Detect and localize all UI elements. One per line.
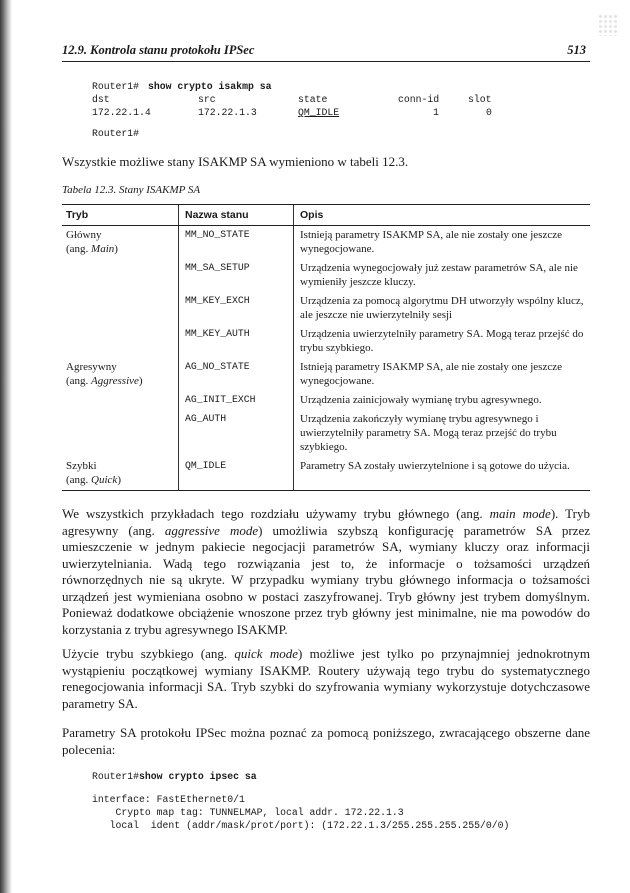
english-term: Main <box>91 243 115 255</box>
english-term: Quick <box>91 474 118 486</box>
table-cell-mode <box>62 391 179 410</box>
table-cell-state: QM_IDLE <box>179 457 294 491</box>
paragraph-modes: We wszystkich przykładach tego rozdziału używamy trybu głównego (ang. main mode). Tryb agresywny (ang. aggressive mode) umożliwia szybszą konfigurację parametrów SA przez umieszczenie w jednym pakiecie negocjacji parametrów SA, wymiany kluczy oraz informacji uwierzytelniania. Wadą tego rozwiązania jest to, że informacje o tożsamości urządzeń równorzędnych nie są ukryte. W przypadku wymiany trybu głównego informacja o tożsamości urządzeń jest wymieniana osobno w postaci zaszyfrowanej. Tryb główny jest trybem domyślnym. Ponieważ dodatkowe obciążenie wnoszone przez tryb główny jest minimalne, nie ma powodów do korzystania z trybu agresywnego ISAKMP. <box>62 506 590 637</box>
code2-prompt: Router1# <box>92 771 140 782</box>
code-col-conn-id: conn-id <box>398 94 440 105</box>
page-number: 513 <box>567 43 586 57</box>
code-val-state: QM_IDLE <box>298 107 340 118</box>
chapter-title: 12.9. Kontrola stanu protokołu IPSec <box>62 43 255 57</box>
table-cell-mode <box>62 410 179 457</box>
code-val-slot: 0 <box>486 107 492 118</box>
table-header-mode: Tryb <box>62 205 179 226</box>
paragraph-ipsec-sa: Parametry SA protokołu IPSec można poznać za pomocą poniższego, zwracającego obszerne dane polecenia: <box>62 725 590 757</box>
table-cell-state: MM_KEY_EXCH <box>179 292 294 325</box>
table-cell-description: Urządzenia zakończyły wymianę trybu agresywnego i uwierzytelniły parametry SA. Mogą teraz przejść do trybu szybkiego. <box>294 410 591 457</box>
code2-command: show crypto ipsec sa <box>139 771 257 782</box>
mode-name: Szybki <box>66 460 97 472</box>
table-cell-mode <box>62 358 179 391</box>
table-cell-state: AG_AUTH <box>179 410 294 457</box>
mode-name: Agresywny <box>66 361 117 373</box>
scan-speck <box>598 14 618 36</box>
english-term: main mode <box>489 506 551 521</box>
code-val-conn-id: 1 <box>433 107 439 118</box>
code2-line-1: interface: FastEthernet0/1 <box>92 794 245 805</box>
table-row <box>62 410 590 457</box>
code-prompt: Router1# <box>92 81 140 92</box>
code2-line-2: Crypto map tag: TUNNELMAP, local addr. 172.22.1.3 <box>92 807 404 818</box>
code-val-src: 172.22.1.3 <box>198 107 257 118</box>
code-command-line <box>92 80 562 93</box>
english-term: aggressive mode <box>164 522 259 538</box>
code2-command-line <box>92 770 509 783</box>
table-cell-mode <box>62 226 179 260</box>
isakmp-sa-code-block <box>92 80 562 140</box>
english-term: quick mode <box>234 646 298 661</box>
table-cell-description: Urządzenia za pomocą algorytmu DH utworzyły wspólny klucz, ale jeszcze nie uwierzytelniły sesji <box>294 292 591 325</box>
code-end-prompt: Router1# <box>92 128 140 139</box>
mode-name: Główny <box>66 229 102 241</box>
code-col-src: src <box>198 94 216 105</box>
table-row <box>62 391 590 410</box>
table-cell-state: AG_NO_STATE <box>179 358 294 391</box>
table-cell-description: Istnieją parametry ISAKMP SA, ale nie zostały one jeszcze wynegocjowane. <box>294 358 591 391</box>
table-row <box>62 292 590 325</box>
code-data-row <box>92 106 562 119</box>
table-cell-mode <box>62 259 179 292</box>
mode-english-name: (ang. Main) <box>66 243 118 255</box>
table-cell-state: AG_INIT_EXCH <box>179 391 294 410</box>
table-row <box>62 226 590 260</box>
table-caption: Tabela 12.3. Stany ISAKMP SA <box>62 184 201 196</box>
table-row <box>62 457 590 491</box>
table-row <box>62 325 590 358</box>
code-col-dst: dst <box>92 94 110 105</box>
intro-paragraph: Wszystkie możliwe stany ISAKMP SA wymieniono w tabeli 12.3. <box>62 154 409 169</box>
table-cell-state: MM_KEY_AUTH <box>179 325 294 358</box>
code-header-row <box>92 93 562 106</box>
code-col-state: state <box>298 94 328 105</box>
table-cell-mode <box>62 292 179 325</box>
running-header <box>62 43 590 62</box>
table-cell-state: MM_SA_SETUP <box>179 259 294 292</box>
code-command: show crypto isakmp sa <box>148 81 272 92</box>
table-cell-mode <box>62 325 179 358</box>
table-row <box>62 259 590 292</box>
table-body <box>62 226 590 491</box>
book-binding-shadow <box>0 0 12 893</box>
table-cell-description: Urządzenia uwierzytelniły parametry SA. Mogą teraz przejść do trybu szybkiego. <box>294 325 591 358</box>
table-cell-description: Urządzenia zainicjowały wymianę trybu agresywnego. <box>294 391 591 410</box>
code-val-dst: 172.22.1.4 <box>92 107 151 118</box>
code-end-line <box>92 127 562 140</box>
table-cell-description: Urządzenia wynegocjowały już zestaw parametrów SA, ale nie wymieniły jeszcze kluczy. <box>294 259 591 292</box>
code-col-slot: slot <box>468 94 492 105</box>
mode-english-name: (ang. Aggressive) <box>66 375 143 387</box>
table-cell-mode <box>62 457 179 491</box>
table-row <box>62 358 590 391</box>
ipsec-sa-code-block <box>92 770 509 832</box>
mode-english-name: (ang. Quick) <box>66 474 121 486</box>
table-cell-state: MM_NO_STATE <box>179 226 294 260</box>
paragraph-quick-mode: Użycie trybu szybkiego (ang. quick mode) możliwe jest tylko po przynajmniej jednokrotnym wystąpieniu początkowej wymiany ISAKMP. Routery używają tego trybu do systematycznego renegocjowania informacji SA. Tryb szybki do szyfrowania wymiany wykorzystuje dotychczasowe parametry SA. <box>62 646 591 711</box>
table-cell-description: Istnieją parametry ISAKMP SA, ale nie zostały one jeszcze wynegocjowane. <box>294 226 591 260</box>
isakmp-states-table <box>62 204 590 491</box>
code2-line-3: local ident (addr/mask/prot/port): (172.22.1.3/255.255.255.255/0/0) <box>92 820 510 831</box>
english-term: Aggressive <box>91 375 139 387</box>
table-header-row <box>62 205 590 226</box>
table-cell-description: Parametry SA zostały uwierzytelnione i są gotowe do użycia. <box>294 457 591 491</box>
table-header-state: Nazwa stanu <box>179 205 294 226</box>
table-header-desc: Opis <box>294 205 591 226</box>
